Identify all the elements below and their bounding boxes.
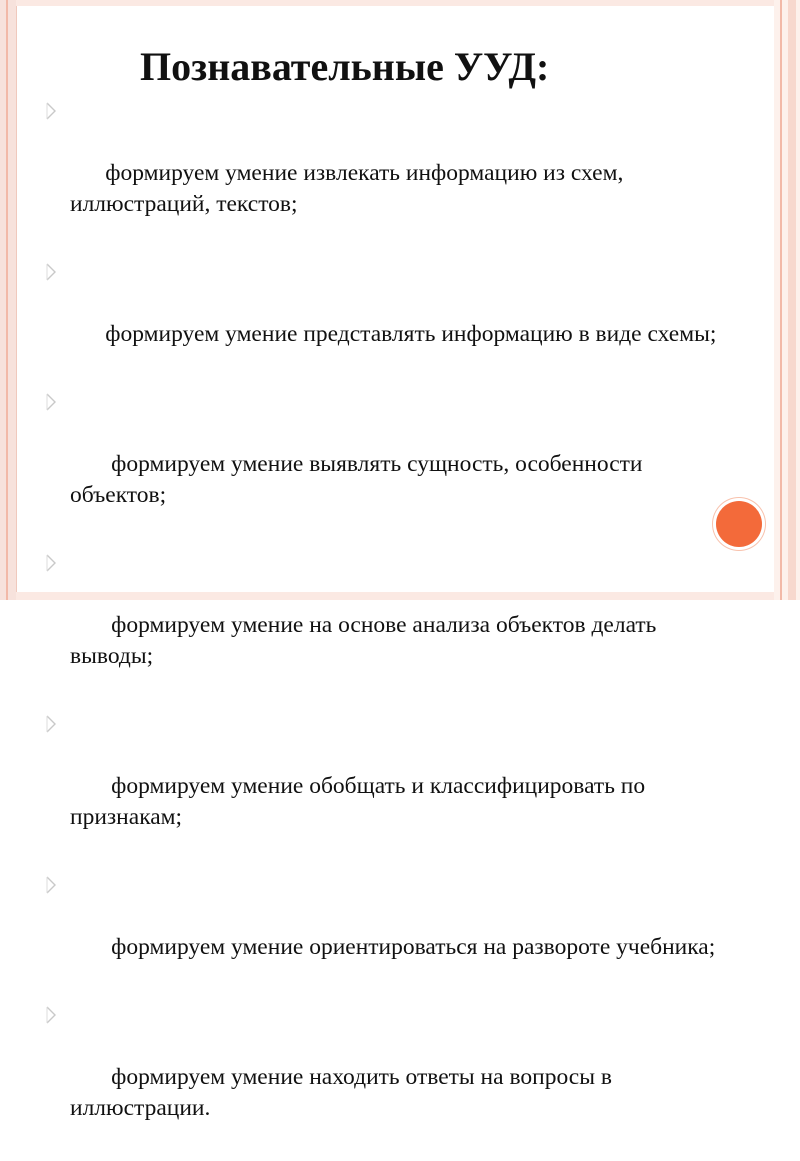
bullet-item [40,257,730,381]
leaf-bullet-icon [44,101,58,121]
bullet-item [40,1000,730,1155]
accent-circle-decoration [716,501,762,547]
bullet-item [40,96,730,251]
bullet-text: формируем умение на основе анализа объектов делать выводы; [70,612,663,669]
bullet-text: формируем умение обобщать и классифицировать по признакам; [70,773,651,830]
bullet-list [40,96,730,1161]
bullet-text: формируем умение выявлять сущность, особенности объектов; [70,451,649,508]
leaf-bullet-icon [44,875,58,895]
bullet-item [40,709,730,864]
leaf-bullet-icon [44,1005,58,1025]
leaf-bullet-icon [44,714,58,734]
bullet-text: формируем умение представлять информацию в виде схемы; [105,321,717,347]
slide-title: Познавательные УУД: [140,44,550,89]
bullet-item [40,387,730,542]
slide-frame-left [0,0,17,600]
bullet-item [40,870,730,994]
bullet-text: формируем умение находить ответы на вопросы в иллюстрации. [70,1064,618,1121]
leaf-bullet-icon [44,392,58,412]
bullet-item [40,548,730,703]
leaf-bullet-icon [44,553,58,573]
bullet-text: формируем умение ориентироваться на развороте учебника; [105,934,716,960]
slide-frame-right [774,0,800,600]
slide-frame-top [16,0,774,6]
leaf-bullet-icon [44,262,58,282]
bullet-text: формируем умение извлекать информацию из схем, иллюстраций, текстов; [70,160,630,217]
